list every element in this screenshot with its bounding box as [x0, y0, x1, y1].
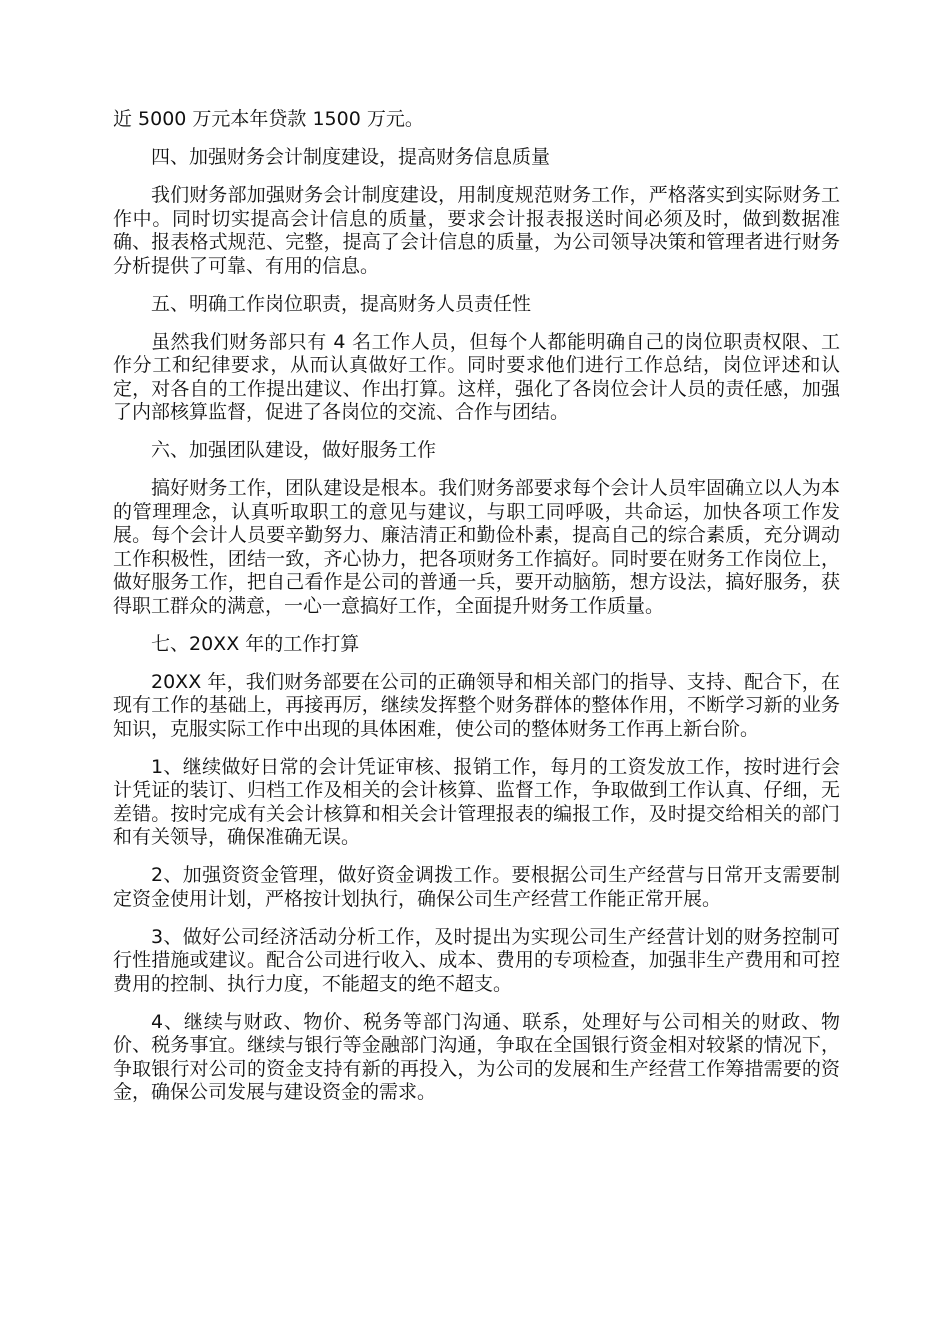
paragraph-section-6: 搞好财务工作，团队建设是根本。我们财务部要求每个会计人员牢固确立以人为本的管理理念，认真听取职工的意见与建议，与职工同呼吸，共命运，加快各项工作发展。每个会计人员要辛勤努力、廉洁清正和勤俭朴素，提高自己的综合素质，充分调动工作积极性，团结一致，齐心协力，把各项财务工作搞好。同时要在财务工作岗位上，做好服务工作，把自己看作是公司的普通一兵，要开动脑筋，想方设法，搞好服务，获得职工群众的满意，一心一意搞好工作，全面提升财务工作质量。 [113, 477, 840, 617]
list-item-1: 1、继续做好日常的会计凭证审核、报销工作，每月的工资发放工作，按时进行会计凭证的装订、归档工作及相关的会计核算、监督工作，争取做到工作认真、仔细，无差错。按时完成有关会计核算和相关会计管理报表的编报工作，及时提交给相关的部门和有关领导，确保准确无误。 [113, 755, 840, 848]
list-item-3: 3、做好公司经济活动分析工作，及时提出为实现公司生产经营计划的财务控制可行性措施或建议。配合公司进行收入、成本、费用的专项检查，加强非生产费用和可控费用的控制、执行力度，不能超支的绝不超支。 [113, 925, 840, 995]
section-heading-4: 四、加强财务会计制度建设，提高财务信息质量 [151, 146, 551, 168]
paragraph-loan-summary: 近 5000 万元本年贷款 1500 万元。 [113, 108, 424, 130]
list-item-4: 4、继续与财政、物价、税务等部门沟通、联系，处理好与公司相关的财政、物价、税务事宜。继续与银行等金融部门沟通，争取在全国银行资金相对较紧的情况下，争取银行对公司的资金支持有新的再投入，为公司的发展和生产经营工作筹措需要的资金，确保公司发展与建设资金的需求。 [113, 1010, 840, 1103]
section-heading-5: 五、明确工作岗位职责，提高财务人员责任性 [151, 292, 532, 315]
paragraph-section-5: 虽然我们财务部只有 4 名工作人员，但每个人都能明确自己的岗位职责权限、工作分工和纪律要求，从而认真做好工作。同时要求他们进行工作总结，岗位评述和认定，对各自的工作提出建议、作出打算。这样，强化了各岗位会计人员的责任感，加强了内部核算监督，促进了各岗位的交流、合作与团结。 [113, 330, 840, 423]
section-heading-7: 七、20XX 年的工作打算 [151, 632, 360, 655]
paragraph-section-7-intro: 20XX 年，我们财务部要在公司的正确领导和相关部门的指导、支持、配合下，在现有工作的基础上，再接再厉，继续发挥整个财务群体的整体作用，不断学习新的业务知识，克服实际工作中出现的具体困难，使公司的整体财务工作再上新台阶。 [113, 670, 840, 740]
section-heading-6: 六、加强团队建设，做好服务工作 [151, 439, 437, 461]
paragraph-section-4: 我们财务部加强财务会计制度建设，用制度规范财务工作，严格落实到实际财务工作中。同时切实提高会计信息的质量，要求会计报表报送时间必须及时，做到数据准确、报表格式规范、完整，提高了会计信息的质量，为公司领导决策和管理者进行财务分析提供了可靠、有用的信息。 [113, 184, 840, 277]
list-item-2: 2、加强资资金管理，做好资金调拨工作。要根据公司生产经营与日常开支需要制定资金使用计划，严格按计划执行，确保公司生产经营工作能正常开展。 [113, 864, 840, 910]
document-body [113, 108, 840, 1119]
